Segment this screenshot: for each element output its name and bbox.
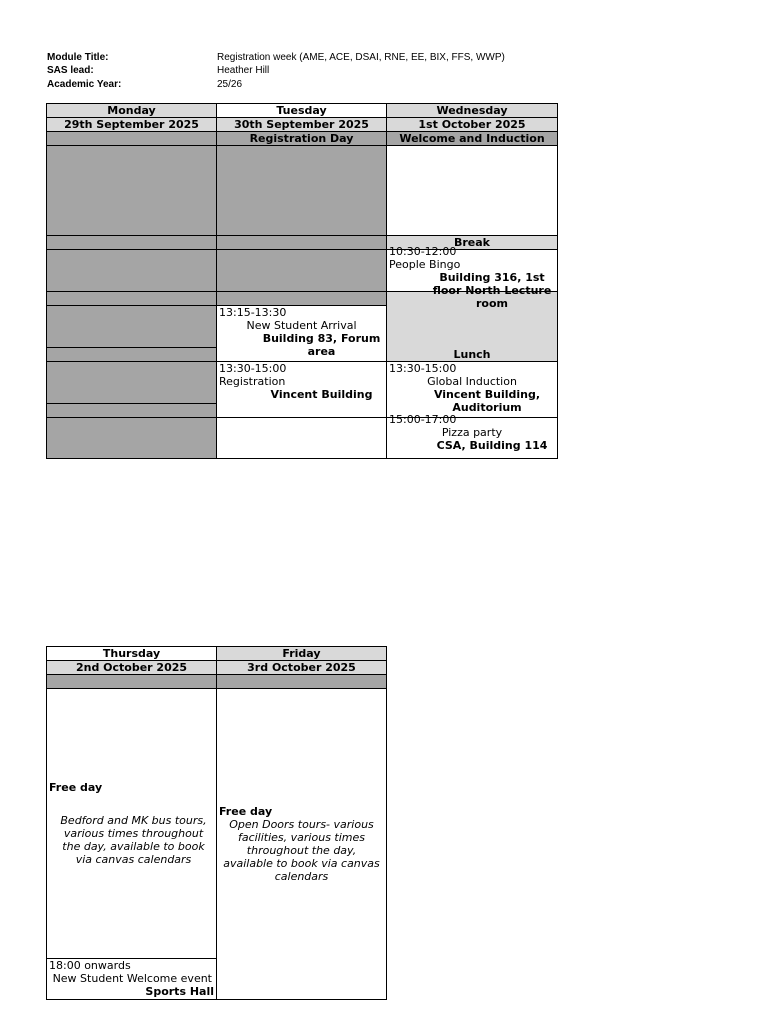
wednesday-pizza-cell — [387, 413, 558, 459]
tuesday-late-morning-cell — [217, 250, 387, 292]
evening-time: 18:00 onwards — [49, 959, 131, 972]
thursday-header: Thursday — [47, 647, 217, 661]
wednesday-induction-cell — [387, 362, 558, 418]
monday-late-morning-cell — [47, 250, 217, 292]
bingo-name: People Bingo — [389, 258, 461, 271]
monday-arrival-gap-cell — [47, 348, 217, 362]
thursday-evening-cell — [47, 959, 217, 1000]
bingo-location: Building 316, 1st floor North Lecture room — [432, 271, 552, 310]
wednesday-header: Wednesday — [387, 104, 558, 118]
induction-location: Vincent Building, Auditorium — [433, 388, 541, 414]
timetable-week1 — [46, 103, 558, 459]
module-title-value: Registration week (AME, ACE, DSAI, RNE, EE, BIX, FFS, WWP) — [217, 52, 505, 63]
monday-morning-cell — [47, 146, 217, 236]
friday-free-label: Free day — [219, 805, 273, 818]
tuesday-morning-cell — [217, 146, 387, 236]
tuesday-header: Tuesday — [217, 104, 387, 118]
sas-lead-value: Heather Hill — [217, 65, 270, 76]
tuesday-break-cell — [217, 236, 387, 250]
academic-year-value: 25/26 — [217, 79, 243, 90]
thursday-note: Bedford and MK bus tours, various times throughout the day, available to book via canvas calendars — [60, 814, 207, 866]
wednesday-morning-cell — [387, 146, 558, 236]
timetable-week2 — [46, 646, 387, 1000]
friday-header: Friday — [217, 647, 387, 661]
registration-time: 13:30-15:00 — [219, 362, 287, 375]
monday-arrival-cell — [47, 306, 217, 348]
tuesday-arrival-cell — [217, 306, 387, 362]
thursday-title — [47, 675, 217, 689]
friday-note: Open Doors tours- various facilities, various times throughout the day, available to book via canvas calendars — [223, 818, 380, 883]
registration-name: Registration — [219, 375, 286, 388]
arrival-location: Building 83, Forum area — [262, 332, 381, 358]
monday-noon-cell — [47, 292, 217, 306]
pizza-time: 15:00-17:00 — [389, 413, 457, 426]
tuesday-date: 30th September 2025 — [217, 118, 387, 132]
thursday-main-cell — [47, 689, 217, 959]
arrival-name: New Student Arrival — [246, 319, 357, 332]
monday-break-cell — [47, 236, 217, 250]
thursday-date: 2nd October 2025 — [47, 661, 217, 675]
tuesday-registration-cell — [217, 362, 387, 418]
monday-registration-gap-cell — [47, 404, 217, 418]
tuesday-afternoon-cell — [217, 418, 387, 459]
tuesday-noon-cell — [217, 292, 387, 306]
bingo-time: 10:30-12:00 — [389, 245, 457, 258]
lunch-label: Lunch — [453, 348, 491, 361]
monday-title — [47, 132, 217, 146]
sas-lead-label: SAS lead: — [47, 65, 94, 76]
friday-date: 3rd October 2025 — [217, 661, 387, 675]
wednesday-date: 1st October 2025 — [387, 118, 558, 132]
module-title-label: Module Title: — [47, 52, 109, 63]
wednesday-break-label: Break — [387, 236, 558, 250]
induction-time: 13:30-15:00 — [389, 362, 457, 375]
registration-location: Vincent Building — [270, 388, 373, 401]
monday-afternoon-cell — [47, 418, 217, 459]
evening-name: New Student Welcome event — [52, 972, 212, 985]
friday-main-cell — [217, 689, 387, 1000]
tuesday-title: Registration Day — [217, 132, 387, 146]
friday-title — [217, 675, 387, 689]
monday-registration-cell — [47, 362, 217, 404]
monday-date: 29th September 2025 — [47, 118, 217, 132]
monday-header: Monday — [47, 104, 217, 118]
thursday-free-label: Free day — [49, 781, 103, 794]
wednesday-title: Welcome and Induction — [387, 132, 558, 146]
induction-name: Global Induction — [427, 375, 517, 388]
academic-year-label: Academic Year: — [47, 79, 122, 90]
pizza-name: Pizza party — [441, 426, 503, 439]
evening-location: Sports Hall — [145, 985, 214, 998]
wednesday-bingo-cell — [387, 245, 558, 310]
arrival-time: 13:15-13:30 — [219, 306, 287, 319]
wednesday-lunch-cell — [387, 292, 558, 362]
pizza-location: CSA, Building 114 — [436, 439, 548, 452]
